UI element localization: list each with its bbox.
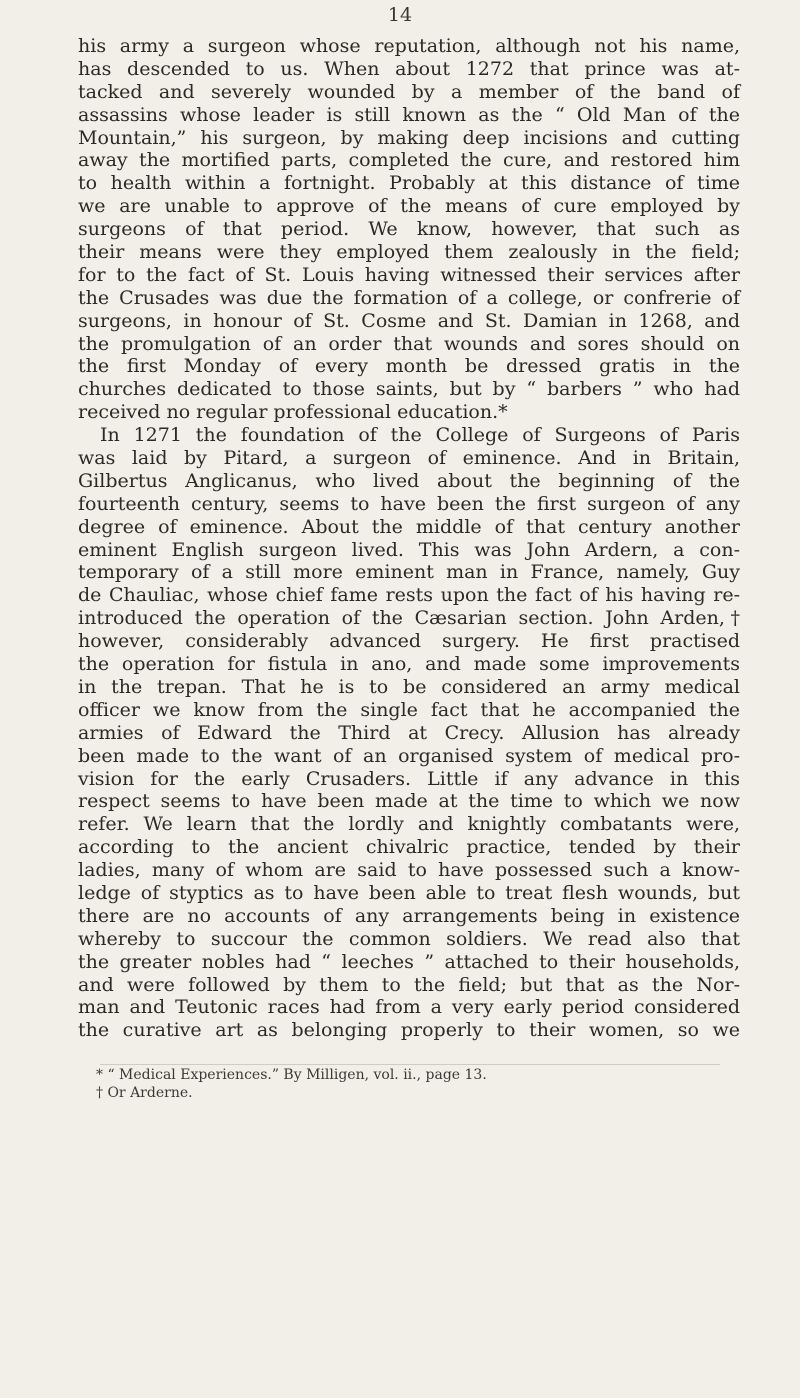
- text-line: surgeons of that period. We know, however, that such as: [78, 218, 740, 241]
- text-line: to health within a fortnight. Probably at this distance of time: [78, 172, 740, 195]
- text-line: the operation for fistula in ano, and made some improvements: [78, 653, 740, 676]
- text-line: ledge of styptics as to have been able to treat flesh wounds, but: [78, 881, 740, 904]
- text-line: degree of eminence. About the middle of that century another: [78, 515, 740, 538]
- text-line: tacked and severely wounded by a member of the band of: [78, 80, 740, 103]
- text-line: assassins whose leader is still known as the “ Old Man of the: [78, 103, 740, 126]
- text-line: introduced the operation of the Cæsarian section. John Arden,†: [78, 607, 740, 630]
- paragraph-start-line: In 1271 the foundation of the College of Surgeons of Paris: [100, 424, 740, 447]
- text-line: de Chauliac, whose chief fame rests upon the fact of his having re-: [78, 584, 740, 607]
- text-line: man and Teutonic races had from a very early period considered: [78, 996, 740, 1019]
- text-line: however, considerably advanced surgery. He first practised: [78, 630, 740, 653]
- text-line: fourteenth century, seems to have been the first surgeon of any: [78, 492, 740, 515]
- footnotes: [96, 1066, 736, 1102]
- text-line: the first Monday of every month be dressed gratis in the: [78, 355, 740, 378]
- text-line: the curative art as belonging properly to their women, so we: [78, 1019, 740, 1042]
- text-line: Gilbertus Anglicanus, who lived about the beginning of the: [78, 469, 740, 492]
- text-line: we are unable to approve of the means of cure employed by: [78, 195, 740, 218]
- text-line: their means were they employed them zealously in the field;: [78, 241, 740, 264]
- text-line: temporary of a still more eminent man in France, namely, Guy: [78, 561, 740, 584]
- text-line: armies of Edward the Third at Crecy. Allusion has already: [78, 721, 740, 744]
- text-line: refer. We learn that the lordly and knightly combatants were,: [78, 813, 740, 836]
- text-line: whereby to succour the common soldiers. We read also that: [78, 927, 740, 950]
- text-line: the promulgation of an order that wounds and sores should on: [78, 332, 740, 355]
- text-line: been made to the want of an organised system of medical pro-: [78, 744, 740, 767]
- footnote-1: * “ Medical Experiences.” By Milligen, vol. ii., page 13.: [96, 1067, 487, 1083]
- text-line: Mountain,” his surgeon, by making deep incisions and cutting: [78, 126, 740, 149]
- footnote-2: † Or Arderne.: [96, 1085, 193, 1101]
- text-line: ladies, many of whom are said to have possessed such a know-: [78, 859, 740, 882]
- page-number: 14: [387, 4, 413, 26]
- text-line: his army a surgeon whose reputation, although not his name,: [78, 35, 740, 57]
- text-line: churches dedicated to those saints, but by “ barbers ” who had: [78, 378, 740, 401]
- text-line: vision for the early Crusaders. Little if any advance in this: [78, 767, 740, 790]
- text-line: was laid by Pitard, a surgeon of eminence. And in Britain,: [78, 447, 740, 470]
- text-line: the greater nobles had “ leeches ” attached to their households,: [78, 950, 740, 973]
- body-text: [78, 35, 740, 1042]
- paragraph-end-line: received no regular professional education.*: [78, 401, 508, 424]
- text-line: surgeons, in honour of St. Cosme and St. Damian in 1268, and: [78, 309, 740, 332]
- text-line: the Crusades was due the formation of a college, or confrerie of: [78, 286, 740, 309]
- text-line: eminent English surgeon lived. This was John Ardern, a con-: [78, 538, 740, 561]
- text-line: for to the fact of St. Louis having witnessed their services after: [78, 263, 740, 286]
- text-line: there are no accounts of any arrangements being in existence: [78, 904, 740, 927]
- text-line: and were followed by them to the field; but that as the Nor-: [78, 973, 740, 996]
- text-line: in the trepan. That he is to be considered an army medical: [78, 675, 740, 698]
- text-line: officer we know from the single fact that he accompanied the: [78, 698, 740, 721]
- text-line: respect seems to have been made at the time to which we now: [78, 790, 740, 813]
- footnote-divider: [100, 1064, 720, 1065]
- text-line: according to the ancient chivalric practice, tended by their: [78, 836, 740, 859]
- text-line: away the mortified parts, completed the cure, and restored him: [78, 149, 740, 172]
- text-line: has descended to us. When about 1272 that prince was at-: [78, 57, 740, 80]
